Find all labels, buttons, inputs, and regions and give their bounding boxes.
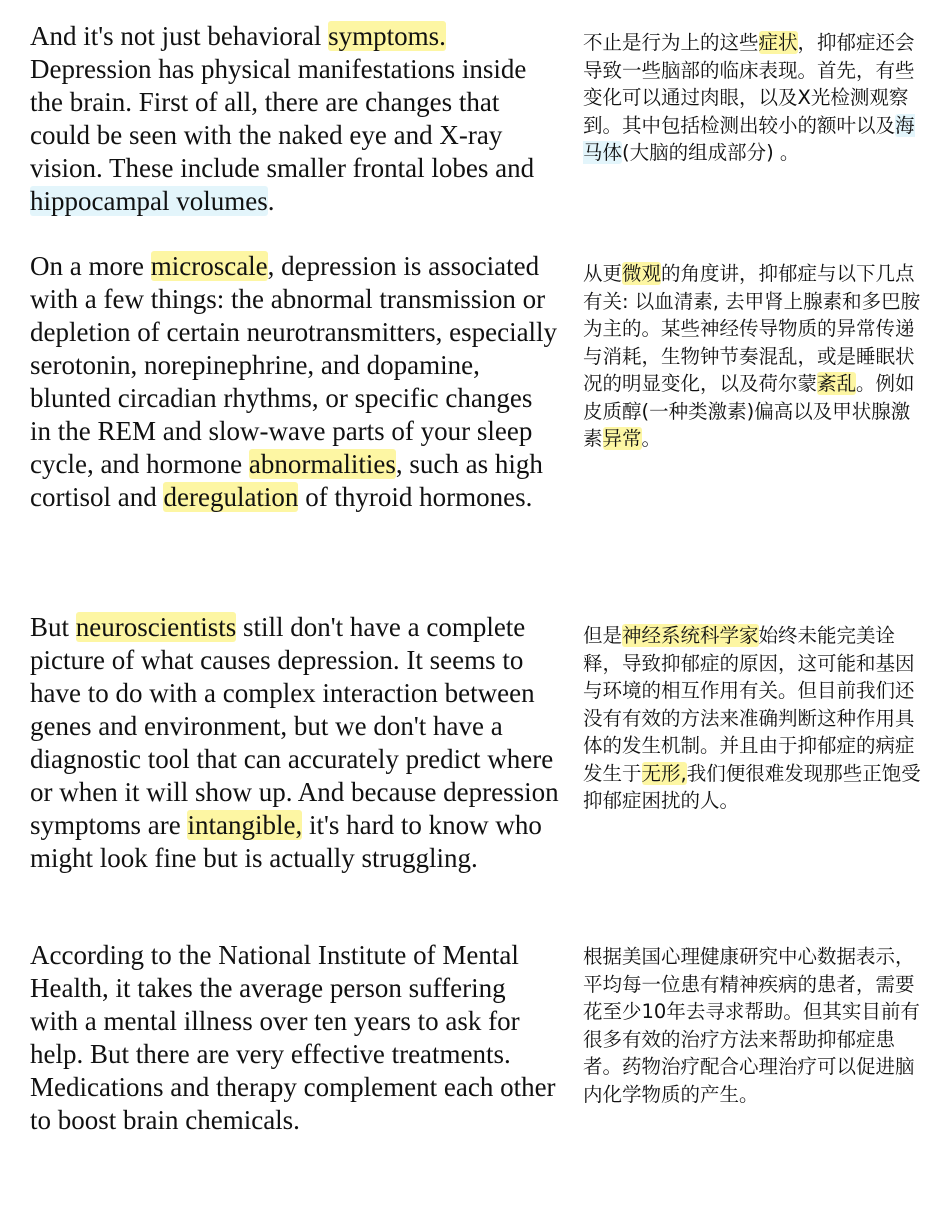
text-segment: 从更 (583, 262, 623, 285)
text-segment: 。例如皮质醇(一种类激素)偏高以及甲状腺激素 (583, 372, 915, 450)
highlight-weiguan: 微观 (622, 262, 662, 285)
highlight-neuroscientists: neuroscientists (75, 612, 237, 642)
chinese-paragraph-4 (583, 943, 928, 1108)
chinese-paragraph-1 (583, 29, 928, 167)
english-paragraph-4 (30, 939, 560, 1137)
highlight-hippocampal-volumes: hippocampal volumes (30, 186, 268, 216)
highlight-abnormalities: abnormalities (248, 449, 396, 479)
highlight-shenjingxitong-kexuejia: 神经系统科学家 (622, 624, 759, 647)
text-segment: 的角度讲，抑郁症与以下几点有关: 以血清素, 去甲肾上腺素和多巴胺为主的。某些神经传导物质的异常传递与消耗，生物钟节奏混乱，或是睡眠状况的明显变化，以及荷尔蒙 (583, 262, 921, 395)
highlight-yichang: 异常 (602, 427, 642, 450)
text-segment: it's hard to know who might look fine but is actually struggling. (30, 810, 542, 873)
text-segment: 但是 (583, 624, 623, 647)
highlight-zhengzhuang: 症状 (758, 31, 798, 54)
text-segment: 不止是行为上的这些 (583, 31, 759, 54)
english-paragraph-2 (30, 250, 560, 514)
chinese-paragraph-3 (583, 622, 928, 815)
text-segment: still don't have a complete picture of what causes depression. It seems to have to do with a complex interaction between genes and environment, but we don't have a diagnostic tool that can accurately predict where or when it will show up. And because depression symptoms are (30, 612, 559, 840)
english-paragraph-1 (30, 20, 560, 218)
text-segment: Depression has physical manifestations inside the brain. First of all, there are changes that could be seen with the naked eye and X-ray vision. These include smaller frontal lobes and (30, 54, 535, 183)
text-segment: (大脑的组成部分) 。 (622, 141, 800, 164)
text-segment: . (267, 186, 275, 216)
highlight-symptoms: symptoms. (328, 21, 446, 51)
text-segment: 。 (641, 427, 662, 450)
text-segment: 始终未能完美诠释，导致抑郁症的原因，这可能和基因与环境的相互作用有关。但目前我们还没有有效的方法来准确判断这种作用具体的发生机制。并且由于抑郁症的病症发生于 (583, 624, 915, 785)
text-segment: ，抑郁症还会导致一些脑部的临床表现。首先，有些变化可以通过肉眼，以及X光检测观察到。其中包括检测出较小的额叶以及 (583, 31, 915, 137)
chinese-paragraph-2 (583, 260, 928, 453)
text-segment: , such as high cortisol and (30, 449, 543, 512)
text-segment: According to the National Institute of Mental Health, it takes the average person suffering with a mental illness over ten years to ask for help. But there are very effective treatments. Medications and therapy complement each other to boost brain chemicals. (30, 940, 556, 1135)
text-segment: And it's not just behavioral (30, 21, 329, 51)
highlight-haimati: 海马体 (583, 113, 915, 164)
highlight-wuxing: 无形, (641, 761, 687, 785)
highlight-wenluan: 紊乱 (817, 372, 857, 395)
text-segment: , depression is associated with a few things: the abnormal transmission or depletion of certain neurotransmitters, especially serotonin, norepinephrine, and dopamine, blunted circadian rhythms, or specific changes in the REM and slow-wave parts of your sleep cycle, and hormone (30, 251, 558, 479)
text-segment: But (30, 612, 76, 642)
highlight-intangible: intangible, (187, 810, 303, 840)
highlight-microscale: microscale (150, 251, 268, 281)
highlight-deregulation: deregulation (163, 482, 299, 512)
text-segment: 我们便很难发现那些正饱受抑郁症困扰的人。 (583, 761, 921, 812)
text-segment: of thyroid hormones. (298, 482, 533, 512)
text-segment: On a more (30, 251, 151, 281)
text-segment: 根据美国心理健康研究中心数据表示，平均每一位患有精神疾病的患者，需要花至少10年去寻求帮助。但其实目前有很多有效的治疗方法来帮助抑郁症患者。药物治疗配合心理治疗可以促进脑内化学物质的产生。 (583, 945, 920, 1106)
english-paragraph-3 (30, 611, 560, 875)
